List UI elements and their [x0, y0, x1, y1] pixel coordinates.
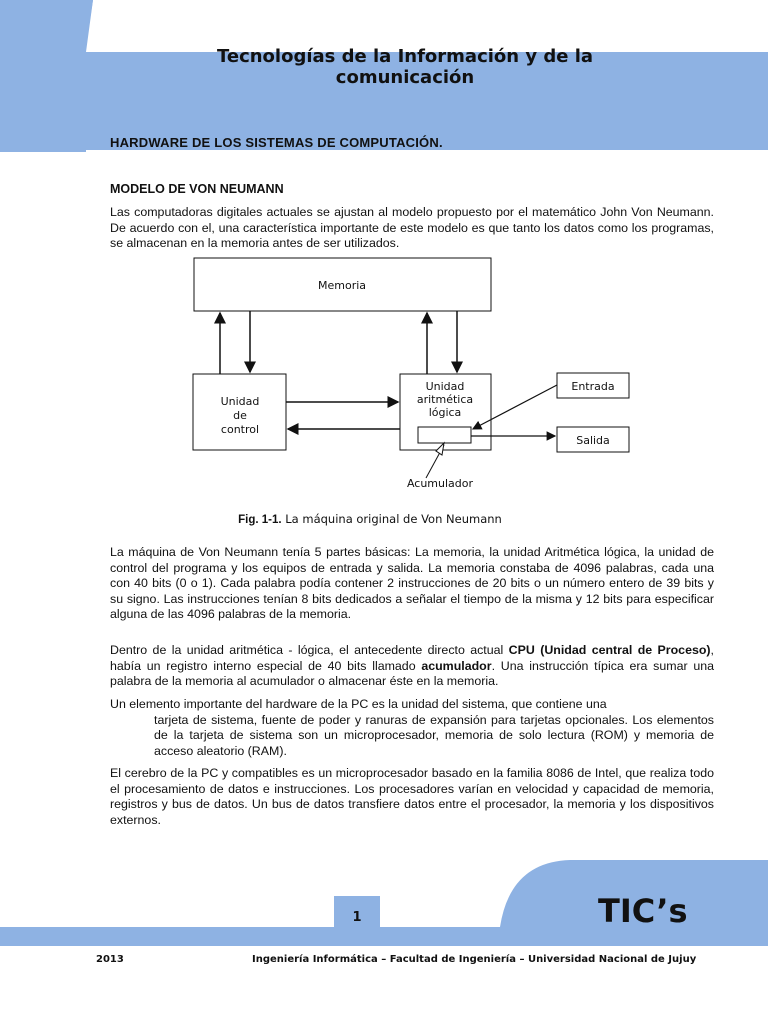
paragraph-3-rest: tarjeta de sistema, fuente de poder y ranuras de expansión para tarjetas opcionales. Los elementos de la tarjeta de sistema son un microprocesador, memoria de solo lectura (ROM) y memoria de acceso aleatorio (RAM). [154, 712, 714, 758]
paragraph-2-cpu: CPU (Unidad central de Proceso) [508, 643, 711, 657]
page-number: 1 [352, 910, 362, 925]
figure-caption-text: La máquina original de Von Neumann [281, 512, 502, 526]
von-neumann-diagram [190, 255, 640, 495]
paragraph-2 [110, 643, 714, 690]
alu-label-1: Unidad [425, 380, 465, 393]
subsection-title: MODELO DE VON NEUMANN [110, 182, 284, 196]
footer-institution: Ingeniería Informática – Facultad de Ingeniería – Universidad Nacional de Jujuy [252, 954, 697, 965]
figure-caption-label: Fig. 1-1. [238, 514, 282, 526]
paragraph-3 [110, 697, 714, 759]
control-unit-label-2: de [233, 409, 247, 422]
accumulator-label: Acumulador [406, 477, 474, 490]
paragraph-3-first-line: Un elemento importante del hardware de la PC es la unidad del sistema, que contiene una [110, 697, 607, 711]
footer-year: 2013 [96, 954, 124, 965]
control-unit-label-1: Unidad [220, 395, 260, 408]
paragraph-4: El cerebro de la PC y compatibles es un microprocesador basado en la familia 8086 de Intel, que realiza todo el procesamiento de datos e instrucciones. Los procesadores varían en velocidad y capacidad de memoria, registros y bus de datos. Un bus de datos transfiere datos entre el procesador, la memoria y los dispositivos externos. [110, 766, 714, 827]
alu-label-2: aritmética [416, 393, 474, 406]
intro-paragraph: Las computadoras digitales actuales se ajustan al modelo propuesto por el matemático John Von Neumann. De acuerdo con el, una característica importante de este modelo es que tanto los datos como los programas, se almacenan en la memoria antes de ser utilizados. [110, 205, 714, 251]
memoria-label: Memoria [317, 279, 367, 292]
accumulator-register [418, 427, 471, 443]
figure-caption [110, 512, 630, 526]
paragraph-2-acumulador: acumulador [421, 658, 492, 673]
paragraph-2-text-c: , había un registro interno especial de 40 bits llamado [110, 643, 714, 673]
paragraph-2-text-e: . Una instrucción típica era sumar una palabra de la memoria al acumulador o almacenar éste en la memoria. [110, 658, 714, 689]
input-label: Entrada [571, 380, 615, 393]
control-unit-label-3: control [220, 423, 260, 436]
paragraph-1: La máquina de Von Neumann tenía 5 partes básicas: La memoria, la unidad Aritmética lógica, la unidad de control del programa y los equipos de entrada y salida. La memoria constaba de 4096 palabras, cada una con 40 bits (0 o 1). Cada palabra podía contener 2 instrucciones de 20 bits o un número entero de 39 bits y su signo. Las instrucciones tenían 8 bits dedicados a señalar el tiempo de la misma y 12 bits para especificar alguna de las 4096 palabras de la memoria. [110, 545, 714, 622]
paragraph-2-text-a: Dentro de la unidad aritmética - lógica, el antecedente directo actual [110, 643, 509, 657]
brand-label: TIC’s [598, 892, 688, 930]
output-label: Salida [576, 434, 610, 447]
page-title: Tecnologías de la Información y de la comunicación [216, 46, 594, 88]
section-title: HARDWARE DE LOS SISTEMAS DE COMPUTACIÓN. [110, 135, 443, 150]
alu-label-3: lógica [428, 406, 462, 419]
